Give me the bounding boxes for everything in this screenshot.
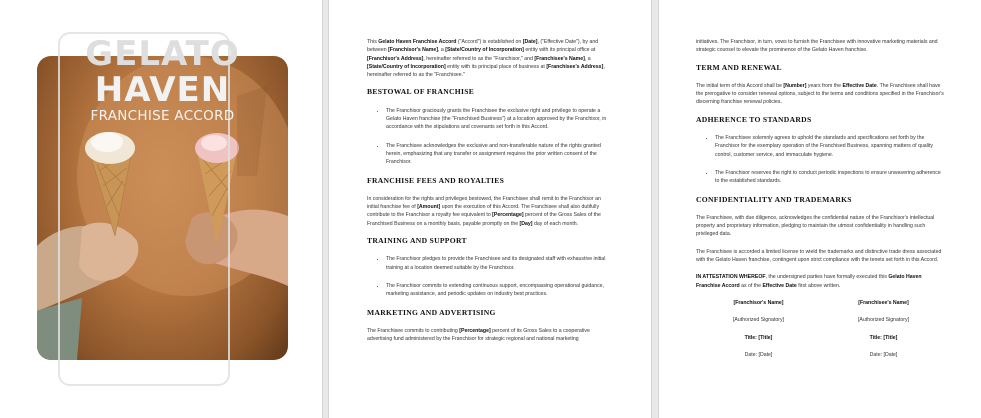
heading-confidentiality: CONFIDENTIALITY AND TRADEMARKS [696, 194, 852, 204]
list-item: • The Franchisee solemnly agrees to uphold the standards and specifications set forth by the Franchisor for the exemplary operation of the Franchised Business, spanning matters of quality control, customer service, and immaculate hygiene. [715, 134, 946, 159]
signature-franchisee: [Franchisee's Name] [Authorized Signatory] Title: [Title] Date: [Date] [831, 299, 936, 368]
heading-marketing: MARKETING AND ADVERTISING [367, 307, 496, 317]
signatory-title: [Title] [758, 334, 773, 341]
attestation-paragraph: IN ATTESTATION WHEREOF, the undersigned parties have formally executed this Gelato Haven Franchise Accord as of the Effective Date first above written. [696, 274, 922, 289]
term-paragraph: The initial term of this Accord shall be [Number] years from the Effective Date. The Franchisee shall have the prerogative to consider renewal options, subject to the terms and conditions specified in the Franchisor's discerning franchise renewal policies. [696, 82, 944, 106]
standards-list [696, 134, 946, 185]
cover-title-line1: GELATO [85, 34, 240, 74]
heading-bestowal: BESTOWAL OF FRANCHISE [367, 87, 475, 97]
signature-franchisor: [Franchisor's Name] [Authorized Signatory] Title: [Title] Date: [Date] [706, 299, 811, 368]
page-2-body [367, 38, 613, 352]
cover-page [0, 0, 322, 418]
heading-standards: ADHERENCE TO STANDARDS [696, 114, 812, 124]
document-page-3 [659, 0, 981, 418]
training-list [367, 255, 613, 298]
signature-block [696, 299, 946, 368]
page-3-body [696, 38, 946, 368]
confidentiality-paragraph-2: The Franchisee is accorded a limited license to wield the trademarks and distinctive trade dress associated with the Gelato Haven franchise, contingent upon strict compliance with the tenets set forth in this Accord. [696, 248, 942, 264]
signatory-role: [Authorized Signatory] [732, 317, 785, 324]
signatory-title: [Title] [883, 334, 898, 341]
signatory-date: [Date] [758, 351, 773, 358]
list-item: • The Franchisor reserves the right to conduct periodic inspections to ensure unwavering adherence to the established standards. [715, 169, 946, 186]
signatory-name: [Franchisee's Name] [858, 299, 909, 306]
signatory-role: [Authorized Signatory] [857, 317, 910, 324]
continued-paragraph: initiatives. The Franchisor, in turn, vows to furnish the Franchisee with innovative marketing materials and strategic counsel to elevate the prominence of the Gelato Haven franchise. [696, 39, 938, 54]
heading-term: TERM AND RENEWAL [696, 62, 782, 72]
confidentiality-paragraph-1: The Franchisee, with due diligence, acknowledges the confidential nature of the Franchisor's intellectual property and proprietary information, pledging to maintain the utmost confidentiality in handling such privileged data. [696, 214, 935, 238]
heading-training: TRAINING AND SUPPORT [367, 236, 467, 246]
heading-fees: FRANCHISE FEES AND ROYALTIES [367, 175, 505, 185]
signatory-name: [Franchisor's Name] [733, 299, 784, 306]
fees-paragraph: In consideration for the rights and privileges bestowed, the Franchisee shall remit to the Franchisor an initial franchise fee of [Amount] upon the execution of this Accord. The Franchisee shall also dutifully contribute to the Franchisor a royalty fee equivalent to [Percentage] percent of the Gross Sales of the Franchised Business on a monthly basis, payable promptly on the [Day] day of each month. [367, 195, 601, 227]
list-item: • The Franchisor pledges to provide the Franchisee and its designated staff with exhaustive initial training at a location deemed suitable by the Franchisor. [386, 255, 613, 272]
signatory-date: [Date] [883, 351, 898, 358]
bestowal-list [367, 107, 613, 167]
intro-paragraph: This Gelato Haven Franchise Accord ("Accord") is established on [Date], ("Effective Date"), by and between [Franchisor's Name], a [State/Country of Incorporation] entity with its principal office at [Franchisor's Address], hereinafter referred to as the "Franchisor," and [Franchisee's Name], a [State/Country of Incorporation] entity with its principal place of business at [Franchisee's Address], hereinafter referred to as the "Franchisee." [367, 39, 605, 79]
marketing-paragraph: The Franchisee commits to contributing [Percentage] percent of its Gross Sales to a cooperative advertising fund administered by the Franchisor for strategic regional and national marketing [367, 327, 590, 343]
cover-title-line2: HAVEN [94, 70, 231, 110]
document-page-2 [329, 0, 651, 418]
cover-subtitle: FRANCHISE ACCORD [90, 108, 235, 124]
list-item: • The Franchisor commits to extending continuous support, encompassing operational guidance, marketing assistance, and periodic updates on industry best practices. [386, 282, 613, 299]
list-item: • The Franchisor graciously grants the Franchisee the exclusive right and privilege to operate a Gelato Haven franchise (the "Franchised Business") at a location approved by the Franchisor, in accordance with the stipulations and covenants set forth in this Accord. [386, 107, 613, 132]
list-item: • The Franchisee acknowledges the exclusive and non-transferable nature of the rights granted herein, emphasizing that any transfer or assignment requires the prior written consent of the Franchisor. [386, 142, 613, 167]
